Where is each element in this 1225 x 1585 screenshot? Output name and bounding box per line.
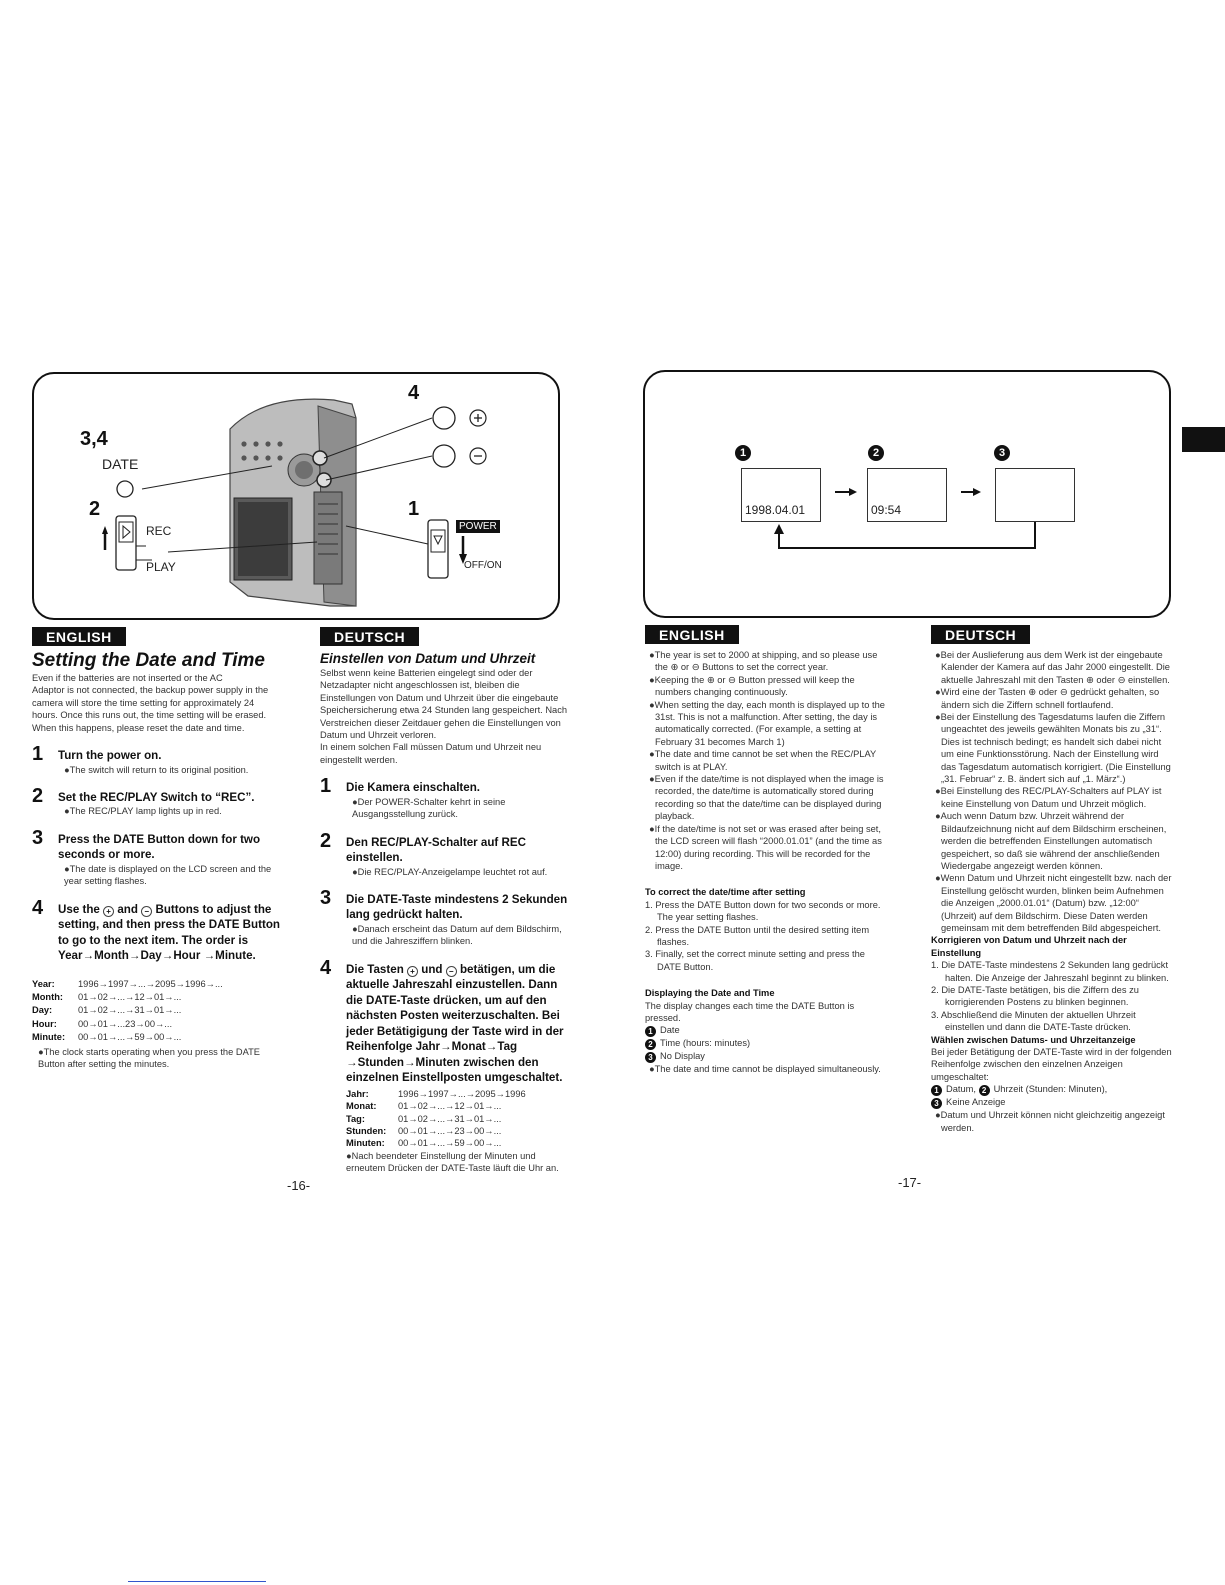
step-title: Use the + and − Buttons to adjust the setting, and then press the DATE Button to go to the next item. The order is Year→Month→Day→Hour →Minute. xyxy=(58,902,281,963)
step-title: Die Kamera einschalten. xyxy=(346,781,481,795)
deutsch-setting-order: Jahr: 1996→1997→...→2095→1996 Monat: 01→02→...→12→01→... Tag: 01→02→...→31→01→... Stunden: 00→01→...→23→00→... Minuten: 00→01→...→59→00→... xyxy=(346,1088,526,1149)
step-note: ●The date is displayed on the LCD screen and the year setting flashes. xyxy=(64,863,272,887)
step-note: ●Die REC/PLAY-Anzeigelampe leuchtet rot auf. xyxy=(352,866,548,877)
label-step-4: 4 xyxy=(408,382,420,404)
deutsch-display-title: Wählen zwischen Datums- und Uhrzeitanzeige xyxy=(931,1034,1136,1045)
english-display-item: 3 No Display xyxy=(645,1050,885,1063)
step-title: Die DATE-Taste mindestens 2 Sekunden lang gedrückt halten. xyxy=(346,892,568,922)
display-step-3-badge: 3 xyxy=(994,445,1010,461)
deutsch-display-text: Bei jeder Betätigung der DATE-Taste wird in der folgenden Reihenfolge zwischen den einzelnen Anzeigen umgeschaltet: xyxy=(931,1047,1172,1082)
deutsch-tag-left: DEUTSCH xyxy=(320,627,419,646)
deutsch-display-note: ●Datum und Uhrzeit können nicht gleichzeitig angezeigt werden. xyxy=(935,1110,1165,1133)
bottom-rule xyxy=(128,1581,266,1582)
deutsch-correct-step: 3. Abschließend die Minuten der aktuellen Uhrzeit einstellen und dann die DATE-Taste drücken. xyxy=(931,1009,1136,1033)
deutsch-intro-1: Selbst wenn keine Batterien eingelegt sind oder der Netzadapter nicht angeschlossen ist, bleiben die Einstellungen von Datum und Uhrzeit über die eingebaute Speichersicherung etwa 24 Stunden lang gespeichert. Nach Verstreichen dieser Zeitdauer gehen die Einstellungen von Datum und Uhrzeit verloren. xyxy=(320,668,568,741)
deutsch-column-right xyxy=(931,649,1175,1134)
right-figure-frame xyxy=(643,370,1171,618)
step-number: 2 xyxy=(320,829,332,852)
english-step-1 xyxy=(32,744,280,776)
english-intro-2: Adaptor is not connected, the backup power supply in the camera will store the time setting for approximately 24 hours. Once this runs out, the time setting will be erased. xyxy=(32,685,269,721)
step-number: 3 xyxy=(32,826,44,849)
label-play: PLAY xyxy=(146,560,176,574)
deutsch-note: ●Auch wenn Datum bzw. Uhrzeit während der Bildaufzeichnung nicht auf dem Bildschirm erscheinen, werden die betreffenden Einstellungen automatisch gespeichert, so daß sie während der anschließenden Wiedergabe angezeigt werden können. xyxy=(935,811,1167,871)
deutsch-step-4 xyxy=(320,958,568,1175)
step-title: Press the DATE Button down for two seconds or more. xyxy=(58,832,261,862)
label-off-on: OFF/ON xyxy=(464,560,502,571)
english-column-right xyxy=(645,649,885,1076)
english-tag-left: ENGLISH xyxy=(32,627,126,646)
cycle-arrows xyxy=(645,372,1169,616)
step-title: Turn the power on. xyxy=(58,749,162,763)
step-title: Den REC/PLAY-Schalter auf REC einstellen. xyxy=(346,835,526,865)
english-correct-step: 1. Press the DATE Button down for two seconds or more. xyxy=(645,899,881,910)
english-correct-title: To correct the date/time after setting xyxy=(645,887,806,898)
english-display-note: ●The date and time cannot be displayed simultaneously. xyxy=(649,1064,881,1075)
side-tab-marker xyxy=(1182,427,1225,452)
step-number: 3 xyxy=(320,886,332,909)
display-step-1-badge: 1 xyxy=(735,445,751,461)
left-figure-frame xyxy=(32,372,560,620)
english-intro-1: Even if the batteries are not inserted or the AC xyxy=(32,673,223,683)
plus-icon: + xyxy=(407,966,418,977)
english-column-left xyxy=(32,650,280,1071)
step-title: Die Tasten + und − betätigen, um die aktuelle Jahreszahl einzustellen. Dann die DATE-Taste drücken, um auf den nächsten Posten weiterzuschalten. Bei jeder Betätigigung der Taste wird in der Reihenfolge Jahr→Monat→Tag →Stunden→Minuten zwischen den einzelnen Einstellposten umgeschaltet. xyxy=(346,962,564,1085)
deutsch-step-2 xyxy=(320,831,568,878)
deutsch-correct-step: 2. Die DATE-Taste betätigen, bis die Ziffern des zu korrigierenden Postens zu blinken beginnen. xyxy=(931,984,1139,1008)
lcd-date-value: 1998.04.01 xyxy=(745,503,806,517)
english-clock-note: ●The clock starts operating when you press the DATE Button after setting the minutes. xyxy=(38,1046,260,1070)
step-number: 1 xyxy=(32,743,44,766)
deutsch-note: ●Wird eine der Tasten ⊕ oder ⊖ gedrückt gehalten, so ändern sich die Ziffern schnell fortlaufend. xyxy=(935,687,1160,710)
english-note: ●Even if the date/time is not displayed when the image is recorded, the date/time is automatically stored during recording so that the date/time can be displayed during playback. xyxy=(649,774,884,822)
step-number: 2 xyxy=(32,784,44,807)
step-note: ●The switch will return to its original position. xyxy=(64,764,249,775)
english-note: ●If the date/time is not set or was erased after being set, the LCD screen will flash “2000.01.01” (and the time as 12:00) during recording. This will be recorded for the image. xyxy=(649,823,882,871)
step-number: 4 xyxy=(320,956,332,979)
deutsch-clock-note: ●Nach beendeter Einstellung der Minuten und erneutem Drücken der DATE-Taste läuft die Uhr an. xyxy=(346,1150,559,1174)
deutsch-title: Einstellen von Datum und Uhrzeit xyxy=(320,651,536,666)
english-correct-step: The year setting flashes. xyxy=(657,912,759,923)
english-display-title: Displaying the Date and Time xyxy=(645,988,775,999)
label-step-2: 2 xyxy=(89,498,101,520)
step-number: 4 xyxy=(32,896,44,919)
english-display-item: 1 Date xyxy=(645,1024,885,1037)
english-display-item: 2 Time (hours: minutes) xyxy=(645,1037,885,1050)
minus-icon: − xyxy=(446,966,457,977)
plus-icon: + xyxy=(103,906,114,917)
english-intro-3: When this happens, please reset the date and time. xyxy=(32,722,245,733)
english-step-2 xyxy=(32,786,280,818)
step-note: ●Danach erscheint das Datum auf dem Bildschirm, und die Jahresziffern blinken. xyxy=(352,923,562,947)
lcd-time-value: 09:54 xyxy=(871,503,902,517)
page-number-left: -16- xyxy=(287,1178,311,1193)
deutsch-correct-step: 1. Die DATE-Taste mindestens 2 Sekunden lang gedrückt halten. Die Anzeige der Jahreszahl beginnt zu blinken. xyxy=(931,960,1169,983)
deutsch-intro-2: In einem solchen Fall müssen Datum und Uhrzeit neu eingestellt werden. xyxy=(320,742,542,765)
deutsch-column-left xyxy=(320,651,568,1175)
deutsch-correct-title: Korrigieren von Datum und Uhrzeit nach der Einstellung xyxy=(931,935,1127,958)
english-correct-step: 3. Finally, set the correct minute setting and press the DATE Button. xyxy=(645,949,865,972)
label-steps-3-4: 3,4 xyxy=(80,428,108,450)
deutsch-note: ●Bei der Auslieferung aus dem Werk ist der eingebaute Kalender der Kamera auf das Jahr 2000 eingestellt. Die aktuelle Jahreszahl mit den Tasten ⊕ oder ⊖ einstellen. xyxy=(935,650,1170,685)
english-note: ●The year is set to 2000 at shipping, and so please use the ⊕ or ⊖ Buttons to set the correct year. xyxy=(649,650,878,673)
deutsch-step-3 xyxy=(320,888,568,948)
english-title: Setting the Date and Time xyxy=(32,650,265,671)
english-note: ●Keeping the ⊕ or ⊖ Button pressed will keep the numbers changing continuously. xyxy=(649,674,855,698)
deutsch-note: ●Wenn Datum und Uhrzeit nicht eingestellt bzw. nach der Einstellung gelöscht wurden, blinken beim Aufnehmen die Anzeigen „2000.01.01“ (Datum) bzw. „12:00“ (Uhrzeit) auf dem Bildschirm. Diese Daten werden gemeinsam mit dem betreffenden Bild abgespeichert. xyxy=(935,873,1172,933)
label-date-button: DATE xyxy=(102,456,139,472)
label-step-1: 1 xyxy=(408,498,420,520)
english-note: ●When setting the day, each month is displayed up to the 31st. This is not a malfunction. After setting, the day is automatically corrected. (For example, a setting at February 31 becomes March 1) xyxy=(649,699,885,747)
deutsch-step-1 xyxy=(320,776,568,820)
label-rec: REC xyxy=(146,524,172,538)
deutsch-display-item: 3 Keine Anzeige xyxy=(931,1096,1175,1109)
label-power: POWER xyxy=(456,520,500,533)
english-tag-right: ENGLISH xyxy=(645,625,739,644)
english-display-text: The display changes each time the DATE Button is pressed. xyxy=(645,1000,855,1023)
english-note: ●The date and time cannot be set when the REC/PLAY switch is at PLAY. xyxy=(649,749,876,772)
display-step-2-badge: 2 xyxy=(868,445,884,461)
deutsch-note: ●Bei der Einstellung des Tagesdatums laufen die Ziffern ungeachtet des jeweils gewählten Monats bis zu „31“. Dies ist technisch bedingt; es handelt sich dabei nicht um eine Funktionsstörung. Nach der Einstellung wird das Tagesdatum automatisch korrigiert. (Die Einstellung „31. Februar“ z. B. ändert sich auf „1. März“.) xyxy=(935,712,1171,785)
minus-icon: − xyxy=(141,906,152,917)
deutsch-note: ●Bei Einstellung des REC/PLAY-Schalters auf PLAY ist keine Einstellung von Datum und Uhrzeit möglich. xyxy=(935,786,1162,809)
english-correct-step: 2. Press the DATE Button until the desired setting item flashes. xyxy=(645,924,870,947)
english-step-4 xyxy=(32,898,280,964)
step-title: Set the REC/PLAY Switch to “REC”. xyxy=(58,790,255,804)
step-number: 1 xyxy=(320,775,332,798)
page-number-right: -17- xyxy=(898,1175,922,1190)
english-setting-order: Year: 1996→1997→...→2095→1996→... Month: 01→02→...→12→01→... Day: 01→02→...→31→01→... Hour: 00→01→...23→00→... Minute: 00→01→...→59→00→... xyxy=(32,978,223,1043)
camera-illustration xyxy=(34,374,558,618)
step-note: ●Der POWER-Schalter kehrt in seine Ausgangsstellung zurück. xyxy=(352,796,506,820)
english-step-3 xyxy=(32,828,280,888)
deutsch-tag-right: DEUTSCH xyxy=(931,625,1030,644)
step-note: ●The REC/PLAY lamp lights up in red. xyxy=(64,806,222,817)
deutsch-display-item: 1 Datum, 2 Uhrzeit (Stunden: Minuten), xyxy=(931,1083,1175,1096)
